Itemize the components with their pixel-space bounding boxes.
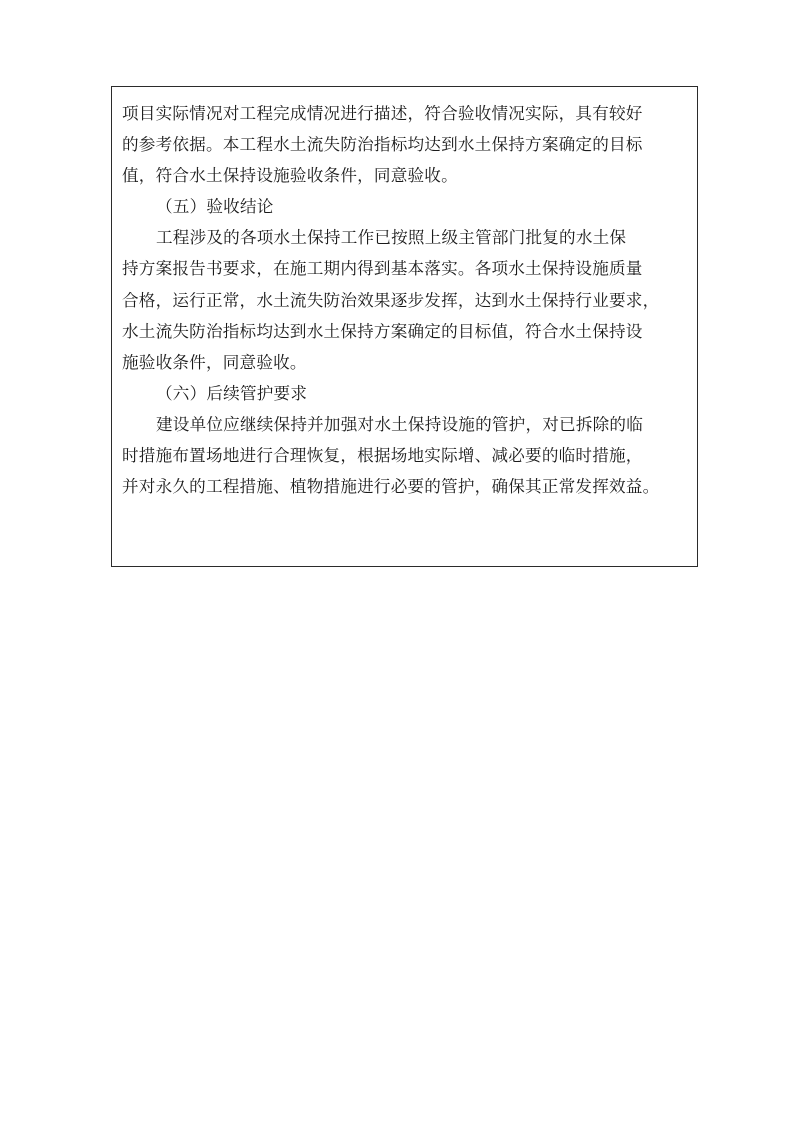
- section5-paragraph: [122, 222, 692, 377]
- text-line: 水土流失防治指标均达到水土保持方案确定的目标值，符合水土保持设: [122, 321, 643, 341]
- section4-tail-paragraph: [122, 98, 692, 191]
- text-line: 施验收条件，同意验收。: [122, 352, 307, 372]
- text-line: 的参考依据。本工程水土流失防治指标均达到水土保持方案确定的目标: [122, 135, 643, 155]
- text-line: 建设单位应继续保持并加强对水土保持设施的管护，对已拆除的临: [156, 414, 644, 434]
- text-line: 合格，运行正常，水土流失防治效果逐步发挥，达到水土保持行业要求，: [122, 290, 660, 310]
- text-line: 工程涉及的各项水土保持工作已按照上级主管部门批复的水土保: [156, 228, 627, 248]
- text-line: 项目实际情况对工程完成情况进行描述，符合验收情况实际，具有较好: [122, 104, 643, 123]
- document-body: [122, 98, 692, 502]
- section6-paragraph: [122, 409, 692, 502]
- text-line: 并对永久的工程措施、植物措施进行必要的管护，确保其正常发挥效益。: [122, 477, 660, 497]
- section5-heading: （五）验收结论: [156, 197, 274, 217]
- text-line: 持方案报告书要求，在施工期内得到基本落实。各项水土保持设施质量: [122, 259, 643, 279]
- text-line: 时措施布置场地进行合理恢复，根据场地实际增、减必要的临时措施，: [122, 446, 643, 466]
- section6-heading: （六）后续管护要求: [156, 383, 308, 403]
- text-line: 值，符合水土保持设施验收条件，同意验收。: [122, 166, 458, 186]
- content-frame: [111, 86, 698, 567]
